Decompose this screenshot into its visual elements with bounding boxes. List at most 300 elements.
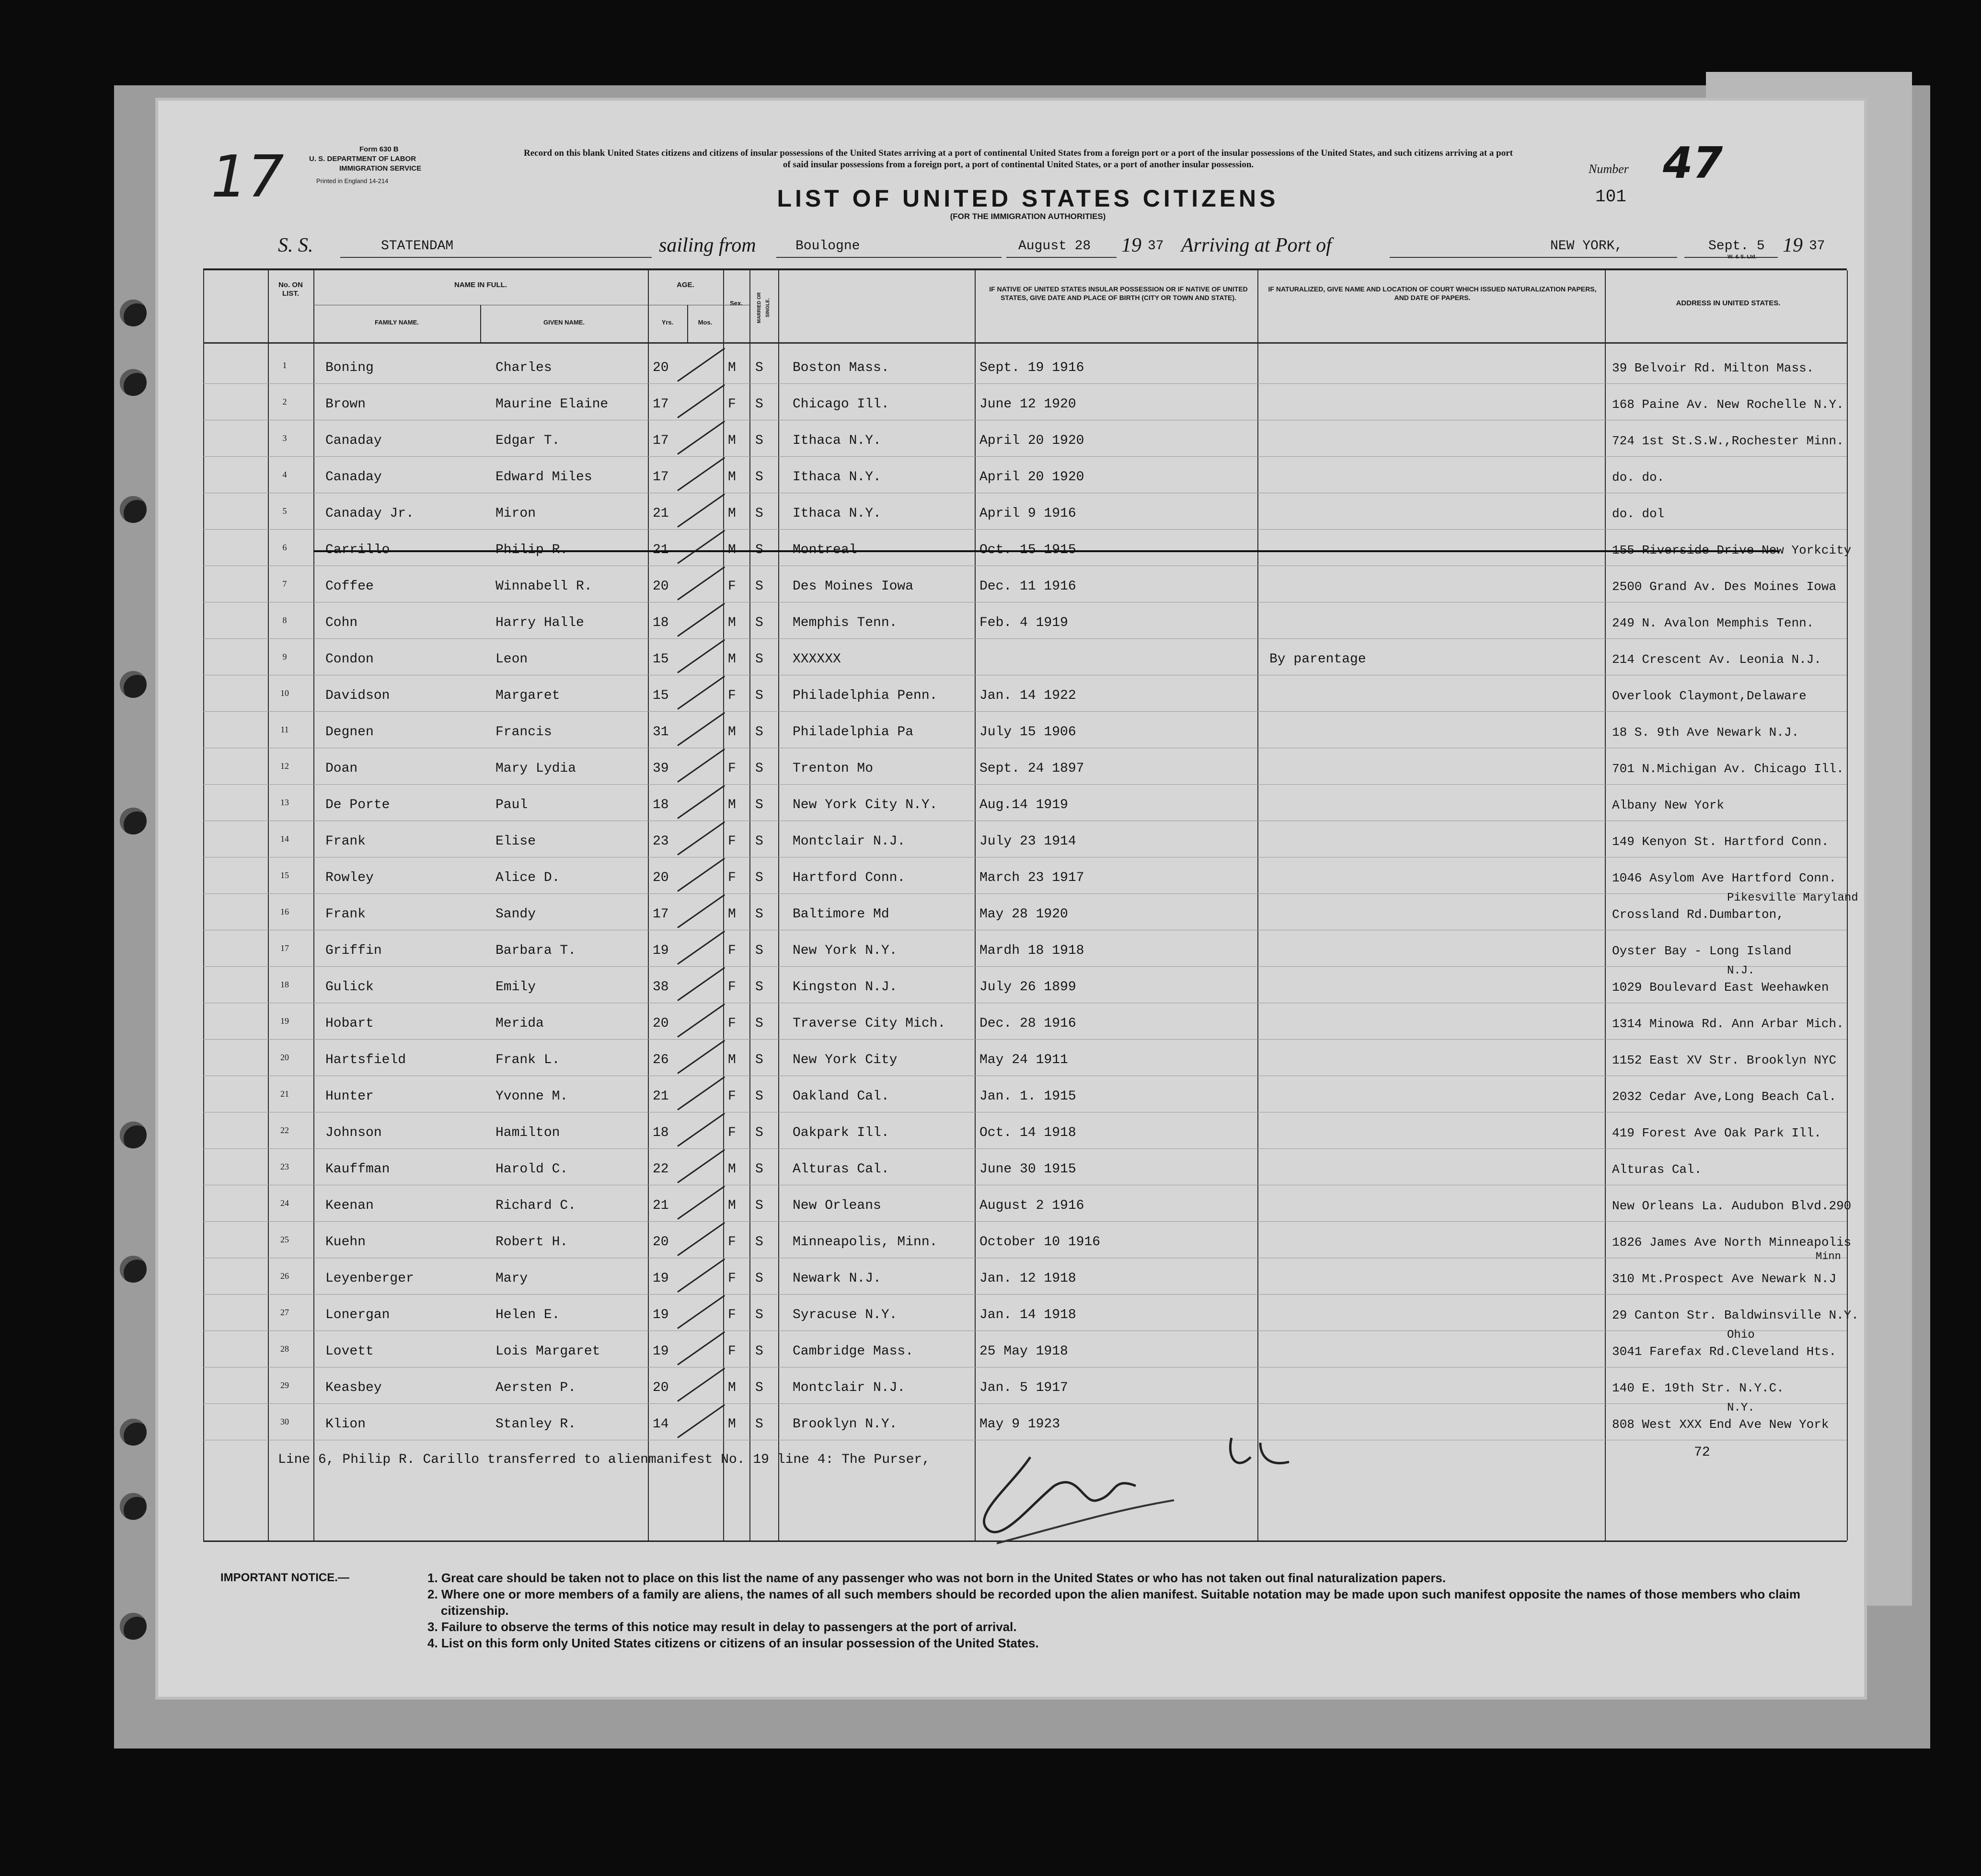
row-rule (203, 784, 1847, 785)
sex: M (728, 360, 736, 375)
us-address: do. do. (1612, 470, 1665, 485)
us-address: New Orleans La. Audubon Blvd.290 (1612, 1199, 1852, 1213)
record-instructions: Record on this blank United States citizens and citizens of insular possessions of the United States arriving at a port of continental United States from a foreign port or a port of the insular possessions of the United States, and such citizens arriving at a port of said insular possessions from a foreign port, a port of continental United States, or a port of another insular possession. (524, 148, 1513, 170)
header-address: ADDRESS IN UNITED STATES. (1676, 299, 1781, 307)
row-number: 11 (280, 725, 289, 734)
given-name: Helen E. (495, 1308, 560, 1322)
birth-date: June 30 1915 (979, 1162, 1076, 1177)
birth-place: Brooklyn N.Y. (793, 1417, 898, 1432)
ship-name: STATENDAM (381, 239, 454, 254)
header-yrs: Yrs. (661, 319, 674, 326)
age-years: 21 (653, 506, 669, 521)
punch-hole (120, 369, 147, 396)
given-name: Paul (495, 798, 528, 812)
birth-place: New York City N.Y. (793, 798, 938, 812)
birth-date: Aug.14 1919 (979, 798, 1068, 812)
row-number: 28 (280, 1344, 289, 1354)
birth-date: June 12 1920 (979, 397, 1076, 412)
marital-status: S (755, 870, 763, 885)
age-years: 19 (653, 1271, 669, 1286)
col-divider (723, 270, 724, 1540)
family-name: Brown (325, 397, 366, 412)
family-name: Canaday (325, 470, 382, 485)
row-number: 16 (280, 907, 289, 916)
birth-date: May 9 1923 (979, 1417, 1060, 1432)
ship-underline (340, 257, 652, 258)
sex: F (728, 943, 736, 958)
arrive-year: 37 (1809, 239, 1825, 254)
birth-date: August 2 1916 (979, 1198, 1084, 1213)
birth-place: Des Moines Iowa (793, 579, 914, 594)
birth-date: May 28 1920 (979, 907, 1068, 922)
family-name: Cohn (325, 615, 358, 630)
birth-date: April 9 1916 (979, 506, 1076, 521)
year-prefix: 19 (1121, 234, 1141, 256)
family-name: Carrillo (325, 543, 390, 557)
family-name: Kuehn (325, 1235, 366, 1250)
age-years: 39 (653, 761, 669, 776)
us-address: 149 Kenyon St. Hartford Conn. (1612, 834, 1829, 849)
birth-place: New York N.Y. (793, 943, 898, 958)
given-name: Harold C. (495, 1162, 568, 1177)
row-number: 22 (280, 1125, 289, 1135)
birth-date: Oct. 14 1918 (979, 1125, 1076, 1140)
given-name: Lois Margaret (495, 1344, 600, 1359)
address-continuation: Minn (1816, 1251, 1841, 1262)
marital-status: S (755, 470, 763, 485)
sex: F (728, 1016, 736, 1031)
birth-date: 25 May 1918 (979, 1344, 1068, 1359)
age-years: 20 (653, 870, 669, 885)
service-name: IMMIGRATION SERVICE (339, 164, 422, 173)
sex: F (728, 397, 736, 412)
birth-date: March 23 1917 (979, 870, 1084, 885)
tally-check-mark (677, 1040, 725, 1074)
us-address: 1046 Asylom Ave Hartford Conn. (1612, 871, 1837, 885)
age-years: 31 (653, 725, 669, 740)
sex: F (728, 1271, 736, 1286)
family-name: Coffee (325, 579, 374, 594)
given-name: Edgar T. (495, 433, 560, 448)
row-number: 18 (280, 980, 289, 989)
voyage-line (278, 234, 1825, 260)
tally-check-mark (677, 1367, 725, 1401)
ss-label: S. S. (278, 234, 313, 256)
tally-check-mark (677, 1258, 725, 1292)
address-continuation: Ohio (1727, 1329, 1755, 1342)
page-title: LIST OF UNITED STATES CITIZENS (777, 185, 1279, 212)
row-number: 12 (280, 761, 289, 771)
birth-place: Baltimore Md (793, 907, 889, 922)
age-years: 38 (653, 980, 669, 995)
family-name: Keenan (325, 1198, 374, 1213)
family-name: Klion (325, 1417, 366, 1432)
birth-place: Minneapolis, Minn. (793, 1235, 938, 1250)
address-continuation: Pikesville Maryland (1727, 892, 1858, 904)
row-number: 26 (280, 1271, 289, 1281)
page-subtitle: (FOR THE IMMIGRATION AUTHORITIES) (950, 212, 1106, 221)
us-address: 1152 East XV Str. Brooklyn NYC (1612, 1053, 1837, 1067)
row-number: 25 (280, 1235, 289, 1244)
punch-hole (120, 496, 147, 523)
given-name: Barbara T. (495, 943, 576, 958)
age-years: 15 (653, 688, 669, 703)
row-number: 1 (282, 360, 287, 370)
age-years: 20 (653, 360, 669, 375)
punch-hole (120, 671, 147, 698)
age-years: 23 (653, 834, 669, 849)
sex: M (728, 907, 736, 922)
given-name: Mary Lydia (495, 761, 576, 776)
depart-date-underline (1006, 257, 1117, 258)
birth-date: July 23 1914 (979, 834, 1076, 849)
us-address: 214 Crescent Av. Leonia N.J. (1612, 652, 1821, 667)
naturalization: By parentage (1269, 652, 1366, 667)
notice-item: 4. List on this form only United States citizens or citizens of an insular possession of the United States. (427, 1636, 1039, 1650)
family-name: Hartsfield (325, 1053, 406, 1067)
tally-check-mark (677, 675, 725, 709)
row-number: 3 (282, 433, 287, 443)
birth-date: Dec. 11 1916 (979, 579, 1076, 594)
sex: F (728, 834, 736, 849)
tally-check-mark (677, 384, 725, 418)
header-given-name: GIVEN NAME. (543, 319, 585, 326)
us-address: 701 N.Michigan Av. Chicago Ill. (1612, 762, 1844, 776)
age-years: 17 (653, 470, 669, 485)
marital-status: S (755, 1198, 763, 1213)
col-divider (975, 270, 976, 1540)
marital-status: S (755, 1162, 763, 1177)
sex: M (728, 615, 736, 630)
sex: F (728, 579, 736, 594)
age-years: 18 (653, 798, 669, 812)
tally-check-mark (677, 1003, 725, 1037)
family-name: Davidson (325, 688, 390, 703)
given-name: Robert H. (495, 1235, 568, 1250)
us-address: 3041 Farefax Rd.Cleveland Hts. (1612, 1344, 1837, 1359)
tally-check-mark (677, 748, 725, 782)
us-address: 29 Canton Str. Baldwinsville N.Y. (1612, 1308, 1859, 1322)
row-rule (203, 1294, 1847, 1295)
number-handwritten: 47 (1663, 138, 1723, 188)
port-from-underline (776, 257, 1002, 258)
row-rule (203, 966, 1847, 967)
punch-hole (120, 1122, 147, 1148)
marital-status: S (755, 1417, 763, 1432)
col-divider (203, 270, 204, 1540)
header-name-in-full: NAME IN FULL. (454, 281, 507, 289)
birth-date: Jan. 1. 1915 (979, 1089, 1076, 1104)
birth-date: October 10 1916 (979, 1235, 1101, 1250)
tally-check-mark (677, 857, 725, 892)
row-rule (203, 711, 1847, 712)
manifest-table (203, 268, 1859, 1542)
marital-status: S (755, 798, 763, 812)
birth-place: Philadelphia Penn. (793, 688, 938, 703)
sex: M (728, 725, 736, 740)
birth-place: Ithaca N.Y. (793, 506, 881, 521)
notice-items (427, 1570, 1812, 1651)
sex: M (728, 433, 736, 448)
family-name: Leyenberger (325, 1271, 414, 1286)
header-age: AGE. (677, 281, 694, 289)
row-number: 4 (282, 470, 287, 479)
punch-hole (120, 1256, 147, 1283)
header-bottom-rule (203, 342, 1847, 344)
birth-place: Traverse City Mich. (793, 1016, 946, 1031)
birth-date: April 20 1920 (979, 433, 1084, 448)
marital-status: S (755, 615, 763, 630)
row-number: 15 (280, 870, 289, 880)
birth-place: Ithaca N.Y. (793, 433, 881, 448)
us-address: 419 Forest Ave Oak Park Ill. (1612, 1126, 1821, 1140)
col-divider (1257, 270, 1258, 1540)
arriving-label: Arriving at Port of (1181, 234, 1332, 256)
family-name: Canaday Jr. (325, 506, 414, 521)
family-name: Doan (325, 761, 358, 776)
birth-place: Alturas Cal. (793, 1162, 889, 1177)
given-name: Miron (495, 506, 536, 521)
given-name: Richard C. (495, 1198, 576, 1213)
sex: M (728, 798, 736, 812)
marital-status: S (755, 433, 763, 448)
marital-status: S (755, 1125, 763, 1140)
tally-check-mark (677, 457, 725, 491)
tally-check-mark (677, 785, 725, 819)
us-address: 1029 Boulevard East Weehawken (1612, 980, 1829, 995)
notice-item: 2. Where one or more members of a family are aliens, the names of all such members should be recorded upon the alien manifest. Suitable notation may be made upon such manifest opposite the names of those members who claim citizenship. (427, 1587, 1801, 1618)
depart-date: August 28 (1018, 239, 1091, 254)
row-number: 14 (280, 834, 289, 844)
tally-check-mark (677, 1185, 725, 1219)
transfer-note: Line 6, Philip R. Carillo transferred to alienmanifest No. 19 line 4: The Purser, (278, 1452, 931, 1467)
notice-label: IMPORTANT NOTICE.— (220, 1571, 349, 1584)
family-name: Lovett (325, 1344, 374, 1359)
tally-check-mark (677, 1149, 725, 1183)
tally-check-mark (677, 930, 725, 964)
strike-through-line (313, 550, 1780, 552)
row-number: 27 (280, 1308, 289, 1317)
row-rule (203, 638, 1847, 639)
address-continuation: N.Y. (1727, 1401, 1755, 1414)
birth-place: Oakland Cal. (793, 1089, 889, 1104)
age-years: 19 (653, 1344, 669, 1359)
family-name: Hunter (325, 1089, 374, 1104)
header-birth: IF NATIVE OF UNITED STATES INSULAR POSSESSION OR IF NATIVE OF UNITED STATES, GIVE DATE AND PLACE OF BIRTH (CITY OR TOWN AND STATE). (989, 285, 1248, 301)
tally-check-mark (677, 821, 725, 855)
birth-place: Cambridge Mass. (793, 1344, 914, 1359)
marital-status: S (755, 1308, 763, 1322)
page-number: 72 (1694, 1445, 1710, 1460)
birth-date: July 15 1906 (979, 725, 1076, 740)
row-rule (203, 383, 1847, 384)
row-rule (203, 893, 1847, 894)
family-name: Lonergan (325, 1308, 390, 1322)
sex: F (728, 761, 736, 776)
age-years: 17 (653, 433, 669, 448)
printer-mark: Printed in England 14-214 (316, 177, 389, 185)
tally-check-mark (677, 420, 725, 454)
sex: M (728, 1417, 736, 1432)
given-name: Elise (495, 834, 536, 849)
family-name: Frank (325, 907, 366, 922)
birth-place: Memphis Tenn. (793, 615, 898, 630)
birth-date: Dec. 28 1916 (979, 1016, 1076, 1031)
marital-status: S (755, 543, 763, 557)
birth-date: Jan. 12 1918 (979, 1271, 1076, 1286)
sex: M (728, 652, 736, 667)
us-address: Oyster Bay - Long Island (1612, 944, 1792, 958)
manifest-page (158, 101, 1864, 1697)
birth-place: Montreal (793, 543, 857, 557)
family-name: Kauffman (325, 1162, 390, 1177)
printer-credit: W. & S. Ltd. (1728, 254, 1757, 260)
form-number: Form 630 B (359, 145, 399, 153)
birth-date: Jan. 14 1918 (979, 1308, 1076, 1322)
given-name: Merida (495, 1016, 544, 1031)
marital-status: S (755, 943, 763, 958)
given-name: Emily (495, 980, 536, 995)
tally-check-mark (677, 1076, 725, 1110)
row-number: 8 (282, 615, 287, 625)
marital-status: S (755, 579, 763, 594)
us-address: 808 West XXX End Ave New York (1612, 1417, 1829, 1432)
family-name: Canaday (325, 433, 382, 448)
given-name: Hamilton (495, 1125, 560, 1140)
age-years: 18 (653, 615, 669, 630)
row-number: 13 (280, 798, 289, 807)
depart-year: 37 (1148, 239, 1164, 254)
birth-date: Mardh 18 1918 (979, 943, 1084, 958)
punch-hole (120, 1493, 147, 1520)
tally-check-mark (677, 639, 725, 673)
given-name: Stanley R. (495, 1417, 576, 1432)
col-divider (1605, 270, 1606, 1540)
sex: F (728, 1308, 736, 1322)
family-name: Frank (325, 834, 366, 849)
tally-check-mark (677, 967, 725, 1001)
age-years: 15 (653, 652, 669, 667)
given-name: Charles (495, 360, 552, 375)
family-name: Griffin (325, 943, 382, 958)
col-divider (313, 270, 314, 1540)
punch-hole (120, 808, 147, 834)
tally-check-mark (677, 894, 725, 928)
given-name: Sandy (495, 907, 536, 922)
birth-date: May 24 1911 (979, 1053, 1068, 1067)
sex: F (728, 1125, 736, 1140)
marital-status: S (755, 652, 763, 667)
us-address: 2032 Cedar Ave,Long Beach Cal. (1612, 1089, 1837, 1104)
given-name: Mary (495, 1271, 528, 1286)
marital-status: S (755, 725, 763, 740)
birth-place: Ithaca N.Y. (793, 470, 881, 485)
header-naturalized: IF NATURALIZED, GIVE NAME AND LOCATION OF COURT WHICH ISSUED NATURALIZATION PAPERS, AND DATE OF PAPERS. (1268, 285, 1597, 301)
row-rule (203, 1148, 1847, 1149)
family-name: Boning (325, 360, 374, 375)
us-address: 2500 Grand Av. Des Moines Iowa (1612, 579, 1837, 594)
age-years: 20 (653, 1380, 669, 1395)
sex: M (728, 543, 736, 557)
sex: M (728, 470, 736, 485)
port-from: Boulogne (795, 239, 860, 254)
age-years: 21 (653, 1089, 669, 1104)
us-address: Overlook Claymont,Delaware (1612, 689, 1807, 703)
row-rule (203, 529, 1847, 530)
sex: F (728, 688, 736, 703)
row-rule (203, 456, 1847, 457)
birth-place: New Orleans (793, 1198, 881, 1213)
age-years: 21 (653, 1198, 669, 1213)
marital-status: S (755, 1089, 763, 1104)
row-number: 2 (282, 397, 287, 406)
birth-place: Trenton Mo (793, 761, 874, 776)
number-label: Number (1589, 162, 1629, 176)
marital-status: S (755, 1271, 763, 1286)
marital-status: S (755, 1235, 763, 1250)
birth-place: Syracuse N.Y. (793, 1308, 898, 1322)
row-number: 6 (282, 543, 287, 552)
us-address: Albany New York (1612, 798, 1725, 812)
sex: M (728, 506, 736, 521)
us-address: 168 Paine Av. New Rochelle N.Y. (1612, 397, 1844, 412)
tally-check-mark (677, 530, 725, 564)
birth-date: Feb. 4 1919 (979, 615, 1068, 630)
sex: M (728, 1380, 736, 1395)
family-name: Hobart (325, 1016, 374, 1031)
row-rule (203, 1039, 1847, 1040)
us-address: Alturas Cal. (1612, 1162, 1702, 1177)
sex: F (728, 1089, 736, 1104)
tally-check-mark (677, 712, 725, 746)
tally-check-mark (677, 1295, 725, 1329)
family-name: Gulick (325, 980, 374, 995)
header-married: MARRIED OR SINGLE. (757, 292, 771, 324)
birth-date: Sept. 19 1916 (979, 360, 1084, 375)
sex: M (728, 1198, 736, 1213)
row-number: 24 (280, 1198, 289, 1208)
tally-check-mark (677, 1112, 725, 1146)
birth-place: Chicago Ill. (793, 397, 889, 412)
department-name: U. S. DEPARTMENT OF LABOR (309, 155, 416, 163)
row-number: 17 (280, 943, 289, 953)
age-years: 20 (653, 1235, 669, 1250)
given-name: Alice D. (495, 870, 560, 885)
birth-place: Boston Mass. (793, 360, 889, 375)
family-name: Degnen (325, 725, 374, 740)
given-name: Edward Miles (495, 470, 592, 485)
age-years: 19 (653, 1308, 669, 1322)
birth-place: Kingston N.J. (793, 980, 898, 995)
row-number: 9 (282, 652, 287, 661)
family-name: De Porte (325, 798, 390, 812)
punch-hole (120, 1419, 147, 1446)
birth-place: New York City (793, 1053, 898, 1067)
sex: F (728, 870, 736, 885)
punch-hole (120, 1613, 147, 1640)
row-number: 29 (280, 1380, 289, 1390)
marital-status: S (755, 761, 763, 776)
us-address: 39 Belvoir Rd. Milton Mass. (1612, 361, 1814, 375)
marital-status: S (755, 980, 763, 995)
given-name: Philip R. (495, 543, 568, 557)
given-name: Yvonne M. (495, 1089, 568, 1104)
row-number: 23 (280, 1162, 289, 1171)
family-name: Rowley (325, 870, 374, 885)
age-years: 14 (653, 1417, 669, 1432)
us-address: do. dol (1612, 507, 1665, 521)
given-name: Leon (495, 652, 528, 667)
